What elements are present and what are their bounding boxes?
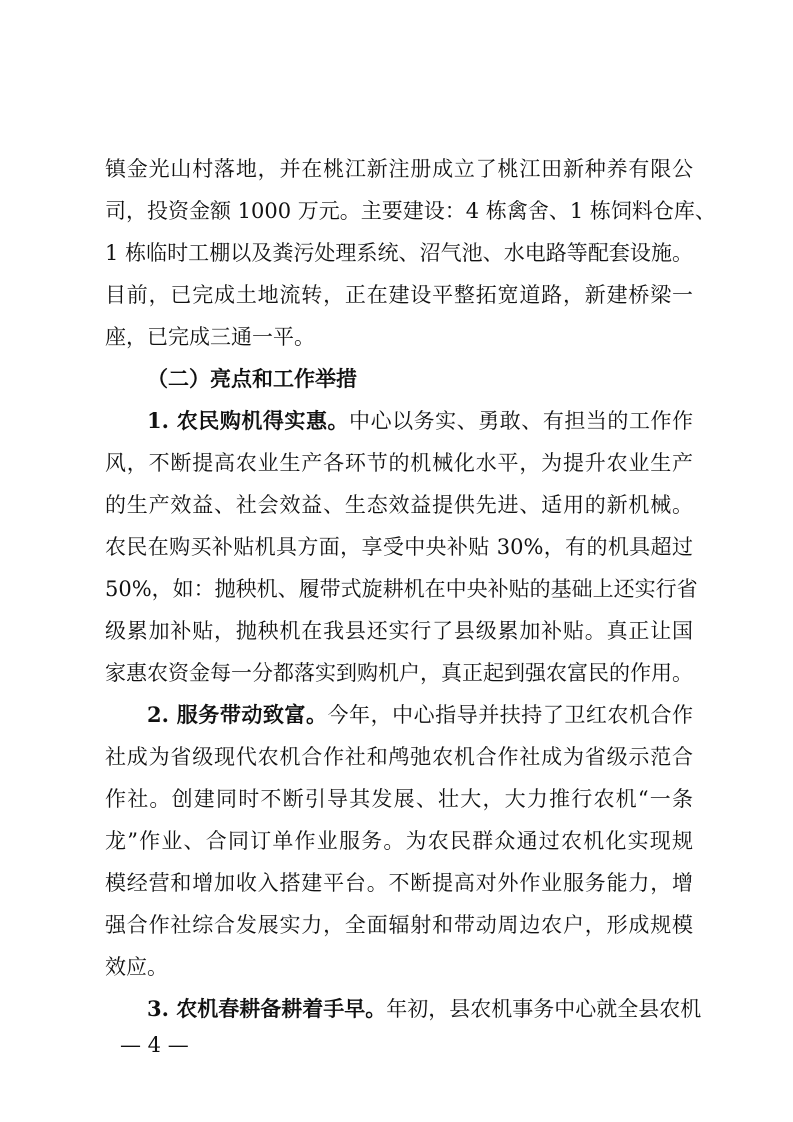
item2-line-6: 强合作社综合发展实力，全面辐射和带动周边农户，形成规模 — [105, 913, 693, 937]
intro-line-1: 镇金光山村落地，并在桃江新注册成立了桃江田新种养有限公 — [105, 157, 693, 181]
item3-title: 3. 农机春耕备耕着手早。 — [147, 996, 387, 1021]
item2-line-3: 作社。创建同时不断引导其发展、壮大，大力推行农机“一条 — [105, 787, 693, 811]
item2-first-line — [147, 694, 693, 736]
intro-line-3: 1 栋临时工棚以及粪污处理系统、沼气池、水电路等配套设施。 — [105, 241, 693, 265]
intro-line-5: 座，已完成三通一平。 — [105, 325, 315, 349]
section-heading: （二）亮点和工作举措 — [147, 367, 357, 391]
item3-first-line — [147, 988, 702, 1030]
item1-first-line — [147, 400, 693, 442]
item1-line-7: 家惠农资金每一分都落实到购机户，真正起到强农富民的作用。 — [105, 661, 693, 685]
item3-first-line-text: 年初，县农机事务中心就全县农机 — [386, 997, 702, 1021]
item1-line-4: 农民在购买补贴机具方面，享受中央补贴 30%，有的机具超过 — [105, 535, 693, 559]
item1-line-3: 的生产效益、社会效益、生态效益提供先进、适用的新机械。 — [105, 493, 693, 517]
item1-line-5: 50%，如：抛秧机、履带式旋耕机在中央补贴的基础上还实行省 — [105, 577, 698, 601]
intro-line-4: 目前，已完成土地流转，正在建设平整拓宽道路，新建桥梁一 — [105, 283, 693, 307]
page-number: — 4 — — [120, 1033, 189, 1057]
item2-line-2: 社成为省级现代农机合作社和鸬弛农机合作社成为省级示范合 — [105, 745, 693, 769]
item2-title: 2. 服务带动致富。 — [147, 702, 328, 727]
item1-first-line-text: 中心以务实、勇敢、有担当的工作作 — [349, 409, 694, 433]
item2-first-line-text: 今年，中心指导并扶持了卫红农机合作 — [327, 703, 694, 727]
item1-line-6: 级累加补贴，抛秧机在我县还实行了县级累加补贴。真正让国 — [105, 619, 693, 643]
intro-line-2: 司，投资金额 1000 万元。主要建设：4 栋禽舍、1 栋饲料仓库、 — [105, 199, 716, 223]
item1-title: 1. 农民购机得实惠。 — [147, 408, 350, 433]
item1-line-2: 风，不断提高农业生产各环节的机械化水平，为提升农业生产 — [105, 451, 693, 475]
item2-line-7: 效应。 — [105, 955, 168, 979]
item2-line-4: 龙”作业、合同订单作业服务。为农民群众通过农机化实现规 — [105, 829, 693, 853]
item2-line-5: 模经营和增加收入搭建平台。不断提高对外作业服务能力，增 — [105, 871, 693, 895]
